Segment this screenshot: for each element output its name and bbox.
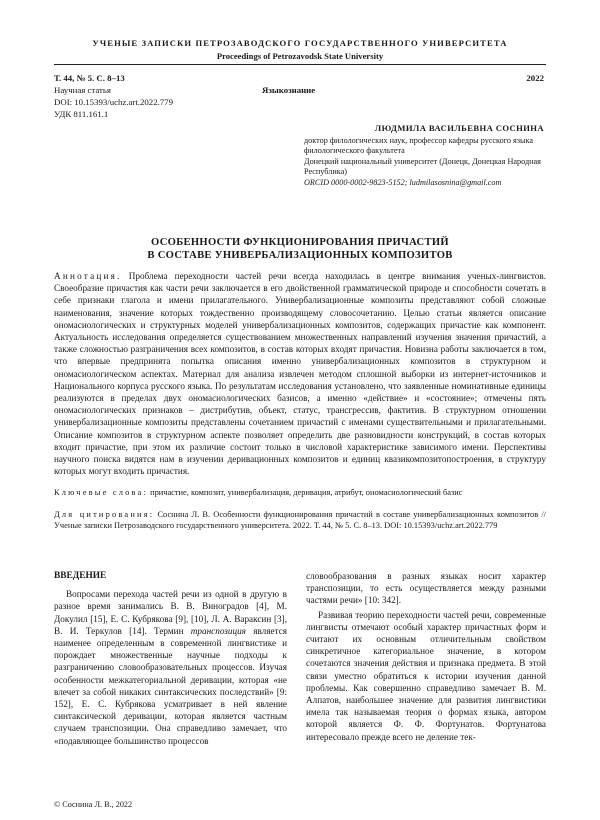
body-paragraph: Развивая теорию переходности частей речи, современные лингвисты отмечают особый характер причастных форм и считают их основным отличительным свойством синкретичное категориальное значение, в котором сочетаются значения действия и признака предмета. В этой связи уместно обратиться к истории изучения данной проблемы. Как совершенно справедливо замечает В. М. Алпатов, наибольшее значение для развития лингвистики имела так называемая теория о формах языка, автором которой является Ф. Ф. Фортунатов. Фортунатова интересовало прежде всего не деление тек- bbox=[306, 609, 546, 742]
abstract-text: Проблема переходности частей речи всегда находилась в центре внимания ученых-лингвистов. Своеобразие причастия как части речи заключается в его двойственной грамматической природе и способности сочетать в себе признаки глагола и имени прилагательного. Универбализационные композиты представляют собой сложные наименования, значение которых тождественно производящему словосочетанию. Целью статьи является описание ономасиологических и структурных моделей универбализационных композитов, содержащих причастие как компонент. Актуальность исследования определяется существованием множественных направлений изучения значения причастий, а также сложностью разграничения всех композитов, в состав которых входят причастия. Новизна работы заключается в том, что впервые предпринята попытка описания именно универбализационных композитов в структурном и ономасиологическом аспектах. Материал для анализа извлечен методом сплошной выборки из интернет-источников и Национального корпуса русского языка. По результатам исследования установлено, что заявленные номинативные единицы реализуются в пределах двух ономасиологических базисов, а именно «действие» и «состояние»; отмечены пять ономасиологических признаков – дистрибутив, объект, статус, трансгрессив, фактитив. В структурном отношении универбализационные композиты представлены сочетанием причастий с именами существительными и прилагательными. Описание композитов в структурном аспекте позволяет определить две разновидности конструкций, в состав которых входит причастие, при этом их различие состоит только в числовой характеристике зависимого имени. Перспективы научного поиска видятся нам в изучении деривационных композитов и единиц квазикомпозитопостроения, в структуру которых могут входить причастия. bbox=[54, 271, 547, 477]
abstract-label: Аннотация. bbox=[54, 271, 122, 281]
copyright: © Соснина Л. В., 2022 bbox=[54, 800, 133, 809]
author-info bbox=[304, 136, 544, 188]
body-paragraph: словообразования в разных языках носит характер транспозиции, то есть осуществляется между разными частями речи» [10: 342]. bbox=[306, 571, 546, 606]
citation-text: Соснина Л. В. Особенности функционирования причастий в составе универбализационных композитов // Ученые записки Петрозаводского государственного университета. 2022. Т. 44, № 5. С. 8–13. DOI: 10.15393/uchz.art.2022.779 bbox=[54, 510, 546, 531]
term-transposition: транспозиция bbox=[190, 625, 246, 636]
article-title-line-1: ОСОБЕННОСТИ ФУНКЦИОНИРОВАНИЯ ПРИЧАСТИЙ bbox=[151, 237, 449, 248]
journal-title: УЧЕНЫЕ ЗАПИСКИ ПЕТРОЗАВОДСКОГО ГОСУДАРСТВЕННОГО УНИВЕРСИТЕТА bbox=[92, 38, 508, 48]
udc-code: УДК 811.161.1 bbox=[54, 109, 109, 119]
body-paragraph bbox=[54, 588, 287, 747]
article-title-line-2: В СОСТАВЕ УНИВЕРБАЛИЗАЦИОННЫХ КОМПОЗИТОВ bbox=[147, 250, 453, 261]
body-right-column bbox=[306, 570, 546, 743]
body-text: Вопросами перехода частей речи из одной в другую в разное время занимались В. В. Виноградов [4], М. Докулил [15], Е. С. Кубрякова [9], [10], Л. А. Вараксин [3], В. И. Теркулов [14]. Термин bbox=[54, 589, 287, 636]
citation-label: Для цитирования: bbox=[54, 510, 155, 519]
citation bbox=[54, 509, 546, 532]
section-heading: ВВЕДЕНИЕ bbox=[54, 571, 107, 581]
author-degree: доктор филологических наук, профессор кафедры русского языка филологического факультета bbox=[304, 136, 533, 156]
author-affiliation: Донецкий национальный университет (Донецк, Донецкая Народная Республика) bbox=[304, 156, 541, 177]
author-contacts: ORCID 0000-0002-9823-5152; ludmilasosnina@gmail.com bbox=[304, 177, 502, 187]
keywords-label: Ключевые слова: bbox=[54, 488, 148, 497]
article-title bbox=[40, 236, 560, 262]
keywords bbox=[54, 487, 546, 498]
author-name: ЛЮДМИЛА ВАСИЛЬЕВНА СОСНИНА bbox=[374, 123, 544, 133]
journal-subtitle: Proceedings of Petrozavodsk State University bbox=[216, 51, 384, 61]
keywords-text: причастие, композит, универбализация, деривация, атрибут, ономасиологический базис bbox=[150, 488, 463, 497]
article-type: Научная статья bbox=[54, 85, 111, 95]
abstract bbox=[54, 270, 546, 477]
header-divider bbox=[54, 64, 546, 65]
journal-section: Языкознание bbox=[262, 85, 316, 95]
volume-pages: Т. 44, № 5. С. 8–13 bbox=[54, 73, 125, 83]
body-text: является наименее определенным в современной лингвистике и порождает множественные научные подходы к разграничению словообразовательных процессов. Изучая особенности межкатегориальной деривации, которая «не влечет за собой никаких синтаксических последствий» [9: 152], Е. С. Кубрякова усматривает в ней явление синтаксической деривации, которая является частным случаем транспозиции. Она справедливо замечает, что «подавляющее большинство процессов bbox=[54, 625, 287, 746]
body-left-column bbox=[54, 570, 287, 747]
publication-year: 2022 bbox=[526, 73, 544, 83]
doi: DOI: 10.15393/uchz.art.2022.779 bbox=[54, 97, 173, 107]
